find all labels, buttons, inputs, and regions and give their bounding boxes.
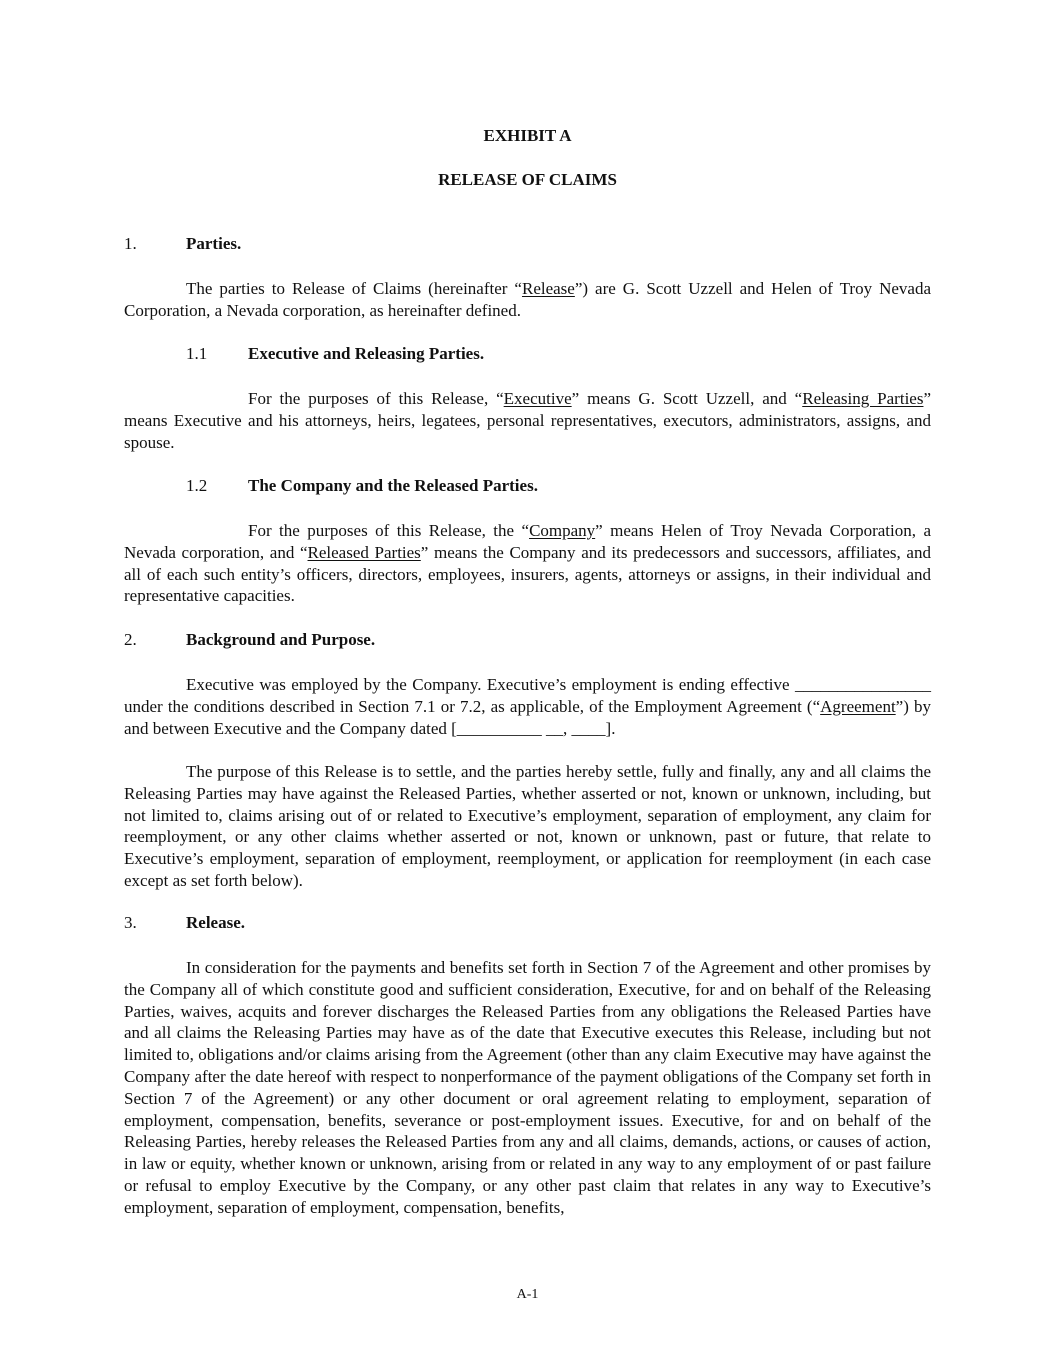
- defined-term-released-parties: Released Parties: [307, 542, 421, 562]
- section-1-2-paragraph: For the purposes of this Release, the “Company” means Helen of Troy Nevada Corporation, a Nevada corporation, and “Released Parties” means the Company and its predecessors and successors, affiliates, and all of each such entity’s officers, directors, employees, insurers, agents, attorneys or assigns, in their individual and representative capacities.: [124, 521, 931, 606]
- section-number: 1.1: [186, 344, 208, 363]
- section-number: 1.: [124, 234, 137, 253]
- defined-term-release: Release: [521, 279, 575, 298]
- section-title: Release.: [186, 913, 246, 932]
- section-title: Background and Purpose.: [186, 630, 376, 649]
- section-title: Parties.: [186, 234, 242, 253]
- section-number: 1.2: [186, 476, 208, 495]
- defined-term-agreement: Agreement: [820, 696, 896, 716]
- section-1-1-paragraph: For the purposes of this Release, “Executive” means G. Scott Uzzell, and “Releasing Parties” means Executive and his attorneys, heirs, legatees, personal representatives, executors, administrators, assigns, and spouse.: [124, 389, 931, 452]
- section-1-1-heading: [186, 343, 485, 365]
- section-1-2-heading: [186, 475, 538, 497]
- section-number: 3.: [124, 913, 137, 932]
- defined-term-releasing-parties: Releasing Parties: [802, 389, 924, 408]
- section-title: The Company and the Released Parties.: [248, 476, 538, 495]
- section-3-heading: [124, 912, 246, 934]
- section-1-heading: [124, 233, 242, 255]
- section-3-paragraph: In consideration for the payments and benefits set forth in Section 7 of the Agreement and other promises by the Company all of which constitute good and sufficient consideration, Executive, for and on behalf of the Releasing Parties, waives, acquits and forever discharges the Released Parties from any obligations the Released Parties have and all claims the Releasing Parties may have as of the date that Executive executes this Release, including but not limited to, obligations and/or claims arising from the Agreement (other than any claim Executive may have against the Company after the date hereof with respect to nonperformance of the payment obligations of the Company set forth in Section 7 of the Agreement) or any other document or oral agreement relating to employment, separation of employment, compensation, benefits, severance or post-employment issues. Executive, for and on behalf of the Releasing Parties, hereby releases the Released Parties from any and all claims, demands, actions, or causes of action, in law or equity, whether known or unknown, arising from or related in any way to any employment of or past failure or refusal to employ Executive by the Company, or any other past claim that relates in any way to Executive’s employment, separation of employment, compensation, benefits,: [124, 958, 931, 1217]
- section-2-heading: [124, 629, 376, 651]
- section-2-paragraph-1: Executive was employed by the Company. Executive’s employment is ending effective ________________ under the conditions described in Section 7.1 or 7.2, as applicable, of the Employment Agreement (“Agreement”) by and between Executive and the Company dated [__________ __, ____].: [124, 675, 931, 738]
- section-1-paragraph: The parties to Release of Claims (hereinafter “Release”) are G. Scott Uzzell and Helen of Troy Nevada Corporation, a Nevada corporation, as hereinafter defined.: [124, 279, 931, 320]
- defined-term-executive: Executive: [503, 389, 572, 408]
- document-title: RELEASE OF CLAIMS: [438, 170, 617, 189]
- section-2-paragraph-2: The purpose of this Release is to settle, and the parties hereby settle, fully and finally, any and all claims the Releasing Parties may have against the Released Parties, whether asserted or not, known or unknown, including, but not limited to, claims arising out of or related to Executive’s employment, separation of employment, any claim for reemployment, or any other claims whether asserted or not, known or unknown, past or future, that relate to Executive’s employment, separation of employment, reemployment, or application for reemployment (in each case except as set forth below).: [124, 762, 931, 890]
- section-title: Executive and Releasing Parties.: [248, 344, 485, 363]
- page-number: A-1: [516, 1287, 539, 1302]
- section-number: 2.: [124, 630, 137, 649]
- exhibit-label: EXHIBIT A: [483, 126, 572, 145]
- defined-term-company: Company: [529, 521, 596, 540]
